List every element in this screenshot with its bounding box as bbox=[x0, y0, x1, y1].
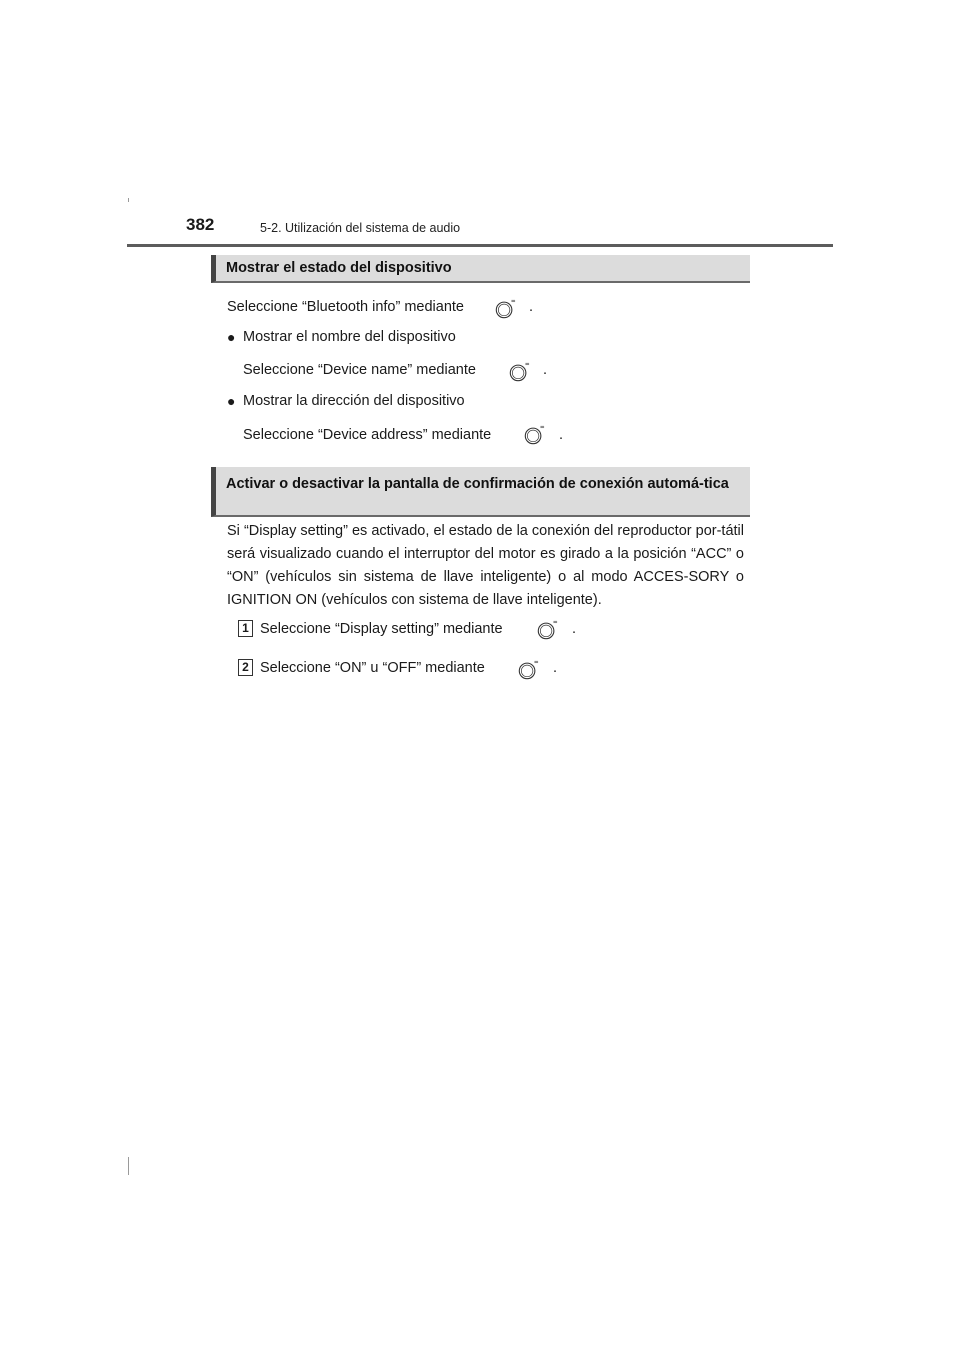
step-number: 2 bbox=[238, 659, 253, 676]
section-heading: Activar o desactivar la pantalla de confirmación de conexión automá-tica bbox=[211, 467, 750, 517]
bullet-label: Mostrar la dirección del dispositivo bbox=[243, 393, 465, 409]
tune-select-knob-icon bbox=[508, 361, 530, 383]
tune-select-knob-icon bbox=[523, 424, 545, 446]
bullet-icon: ● bbox=[227, 393, 236, 409]
instruction-line bbox=[227, 298, 464, 316]
step-end: . bbox=[572, 621, 577, 637]
tune-select-knob-icon bbox=[494, 298, 516, 320]
margin-tick bbox=[128, 198, 129, 202]
body-paragraph: Si “Display setting” es activado, el estado de la conexión del reproductor por-tátil será visualizado cuando el interruptor del motor es girado a la posición “ACC” o “ON” (vehículos sin sistema de llave inteligente) o al modo ACCES-SORY o IGNITION ON (vehículos con sistema de llave inteligente). bbox=[227, 523, 744, 608]
instruction-text: Seleccione “Device address” mediante bbox=[243, 427, 492, 443]
step-text: Seleccione “Display setting” mediante bbox=[260, 621, 503, 637]
header-rule bbox=[127, 244, 833, 247]
bullet-icon: ● bbox=[227, 329, 236, 345]
margin-tick bbox=[128, 1157, 129, 1175]
tune-select-knob-icon bbox=[517, 659, 539, 681]
chapter-title: 5-2. Utilización del sistema de audio bbox=[260, 221, 461, 235]
section-heading: Mostrar el estado del dispositivo bbox=[211, 255, 750, 283]
page-number: 382 bbox=[186, 215, 215, 234]
bullet-label: Mostrar el nombre del dispositivo bbox=[243, 329, 456, 345]
instruction-text: Seleccione “Bluetooth info” mediante bbox=[227, 299, 464, 315]
step-number: 1 bbox=[238, 620, 253, 637]
instruction-text: Seleccione “Device name” mediante bbox=[243, 362, 476, 378]
instruction-end: . bbox=[529, 299, 534, 315]
step-end: . bbox=[553, 660, 558, 676]
step-text: Seleccione “ON” u “OFF” mediante bbox=[260, 660, 485, 676]
instruction-end: . bbox=[543, 362, 548, 378]
instruction-end: . bbox=[559, 427, 564, 443]
tune-select-knob-icon bbox=[536, 619, 558, 641]
